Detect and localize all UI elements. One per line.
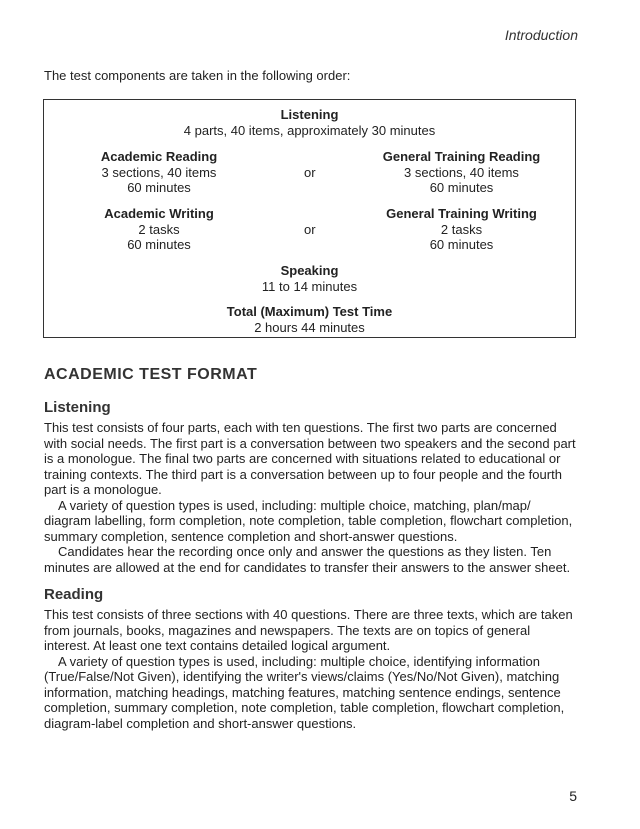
general-reading-time: 60 minutes <box>429 180 494 195</box>
test-order-box <box>43 99 576 338</box>
academic-reading-items: 3 sections, 40 items <box>101 164 217 180</box>
general-reading-component <box>364 149 559 196</box>
intro-text: The test components are taken in the following order: <box>44 68 351 83</box>
listening-body <box>44 420 576 575</box>
reading-heading: Reading <box>44 586 104 603</box>
academic-reading-component <box>74 149 244 196</box>
reading-paragraph: A variety of question types is used, including: multiple choice, identifying information (True/False/Not Given), identifying the writer's views/claims (Yes/No/Not Given), matching information, matching headings, matching features, matching sentence endings, sentence completion, summary completion, note completion, table completion, flowchart completion, diagram-label completion and short-answer questions. <box>44 653 565 731</box>
total-time <box>44 304 575 335</box>
speaking-detail: 11 to 14 minutes <box>261 278 358 294</box>
general-writing-component <box>364 206 559 253</box>
academic-writing-component <box>74 206 244 253</box>
speaking-title: Speaking <box>280 263 339 278</box>
speaking-component <box>44 263 575 294</box>
reading-paragraph: This test consists of three sections with 40 questions. There are three texts, which are taken from journals, books, magazines and newspapers. The texts are on topics of general interest. At least one text contains detailed logical argument. <box>44 607 573 653</box>
academic-reading-time: 60 minutes <box>127 180 191 195</box>
listening-component <box>44 107 575 138</box>
academic-writing-time: 60 minutes <box>127 237 191 252</box>
academic-writing-tasks: 2 tasks <box>138 221 180 237</box>
academic-format-heading: ACADEMIC TEST FORMAT <box>44 366 258 383</box>
reading-body <box>44 607 576 731</box>
listening-heading: Listening <box>44 399 111 416</box>
general-reading-items: 3 sections, 40 items <box>404 164 519 180</box>
academic-writing-title: Academic Writing <box>104 206 214 221</box>
listening-paragraph: A variety of question types is used, including: multiple choice, matching, plan/map/ diagram labelling, form completion, note completion, table completion, flowchart completion, summary completion, sentence completion and short-answer questions. <box>44 497 573 544</box>
listening-title: Listening <box>280 107 339 122</box>
general-writing-tasks: 2 tasks <box>440 221 483 237</box>
page-number: 5 <box>569 788 577 804</box>
running-header: Introduction <box>504 27 578 43</box>
general-writing-time: 60 minutes <box>429 237 494 252</box>
or-label-writing: or <box>304 222 316 237</box>
listening-paragraph: This test consists of four parts, each with ten questions. The first two parts are concerned with social needs. The first part is a conversation between two speakers and the second part is a monologue. The final two parts are concerned with situations related to educational or training contexts. The third part is a conversation between up to four people and the fourth part is a monologue. <box>44 420 576 497</box>
total-time-detail: 2 hours 44 minutes <box>254 319 365 335</box>
academic-reading-title: Academic Reading <box>100 149 218 164</box>
or-label-reading: or <box>304 165 316 180</box>
general-reading-title: General Training Reading <box>382 149 541 164</box>
general-writing-title: General Training Writing <box>386 206 537 221</box>
listening-detail: 4 parts, 40 items, approximately 30 minutes <box>183 122 436 138</box>
total-time-title: Total (Maximum) Test Time <box>226 304 393 319</box>
listening-paragraph: Candidates hear the recording once only and answer the questions as they listen. Ten minutes are allowed at the end for candidates to transfer their answers to the answer sheet. <box>44 544 571 575</box>
